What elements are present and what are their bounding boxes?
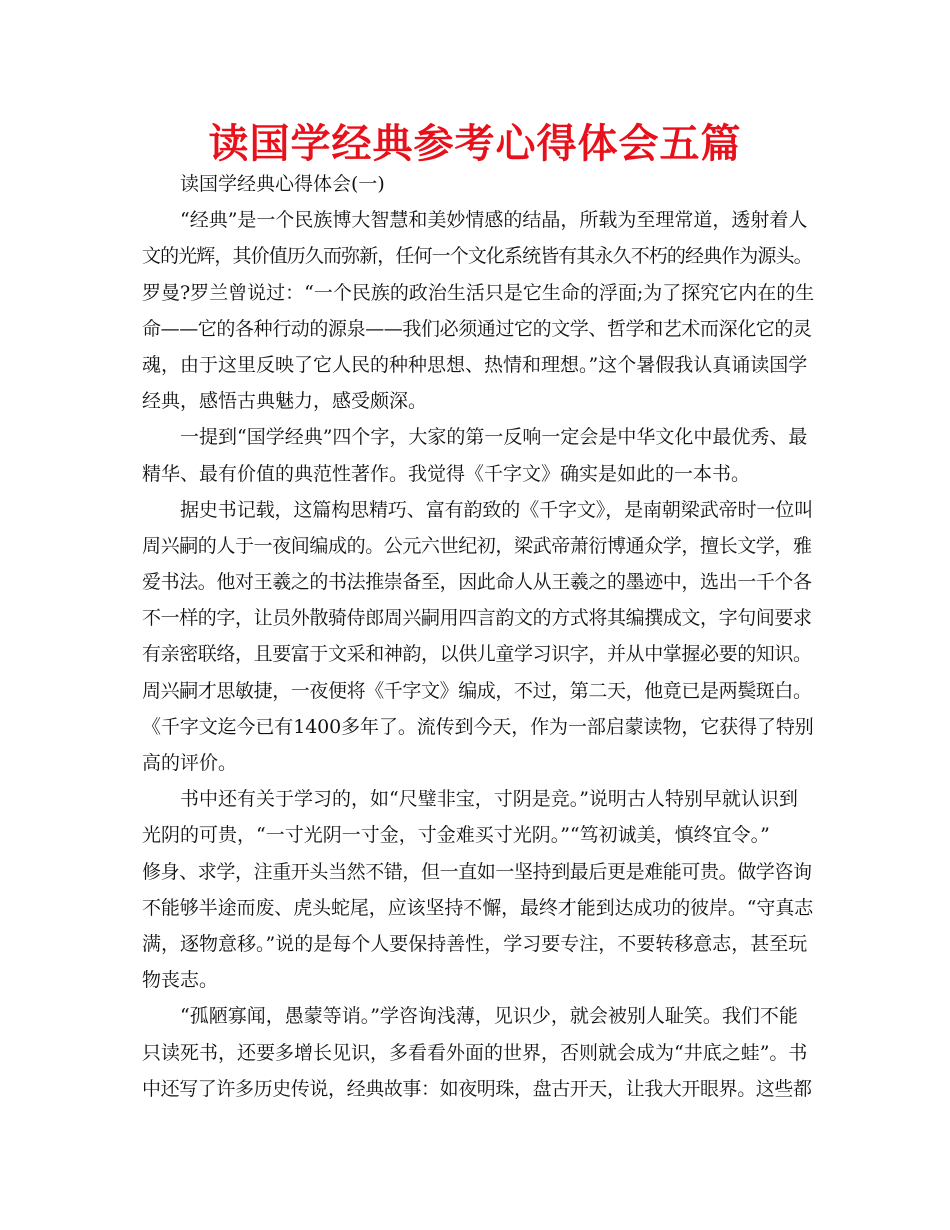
paragraph-line: 只读死书，还要多增长见识，多看看外面的世界，否则就会成为“井底之蛙”。书 (142, 1041, 808, 1064)
paragraph-line: 命——它的各种行动的源泉——我们必须通过它的文学、哲学和艺术而深化它的灵 (142, 317, 812, 340)
paragraph-line: 物丧志。 (142, 969, 219, 992)
paragraph-line: 光阴的可贵，“一寸光阴一寸金，寸金难买寸光阴。”“笃初诚美，慎终宜令。” (142, 824, 770, 847)
paragraph-line: 高的评价。 (142, 752, 238, 774)
paragraph-line: 魂，由于这里反映了它人民的种种思想、热情和理想。”这个暑假我认真诵读国学 (142, 353, 808, 376)
paragraph-line: 爱书法。他对王羲之的书法推崇备至，因此命人从王羲之的墨迹中，选出一千个各 (142, 571, 812, 594)
paragraph-line: “孤陋寡闻，愚蒙等诮。”学咨询浅薄，见识少，就会被别人耻笑。我们不能 (180, 1005, 798, 1028)
paragraph-line: 不能够半途而废、虎头蛇尾，应该坚持不懈，最终才能到达成功的彼岸。“守真志 (142, 896, 814, 919)
paragraph-line: 精华、最有价值的典范性著作。我觉得《千字文》确实是如此的一本书。 (142, 462, 751, 485)
paragraph-line: 一提到“国学经典”四个字，大家的第一反响一定会是中华文化中最优秀、最 (180, 426, 808, 449)
paragraph-line: 周兴嗣的人于一夜间编成的。公元六世纪初，梁武帝萧衍博通众学，擅长文学，雅 (142, 534, 812, 557)
paragraph-line: 经典，感悟古典魅力，感受颇深。 (142, 390, 428, 413)
paragraph-line: 罗曼?罗兰曾说过：“一个民族的政治生活只是它生命的浮面;为了探究它内在的生 (142, 281, 814, 304)
paragraph-line: 有亲密联络，且要富于文采和神韵，以供儿童学习识字，并从中掌握必要的知识。 (142, 643, 812, 666)
paragraph-line: 据史书记载，这篇构思精巧、富有韵致的《千字文》，是南朝梁武帝时一位叫 (180, 498, 814, 521)
paragraph-line: 满，逐物意移。”说的是每个人要保持善性，学习要专注，不要转移意志，甚至玩 (142, 932, 808, 955)
paragraph-line: 《千字文迄今已有1400多年了。流传到今天，作为一部启蒙读物，它获得了特别 (142, 715, 814, 738)
section-heading: 读国学经典心得体会(一) (180, 173, 385, 195)
paragraph-line: 书中还有关于学习的，如“尺璧非宝，寸阴是竞。”说明古人特别早就认识到 (180, 788, 798, 811)
document-body (142, 166, 814, 1107)
paragraph-line: “经典”是一个民族博大智慧和美妙情感的结晶，所载为至理常道，透射着人 (180, 209, 808, 232)
paragraph-line: 修身、求学，注重开头当然不错，但一直如一坚持到最后更是难能可贵。做学咨询 (142, 860, 812, 883)
paragraph-line: 文的光辉，其价值历久而弥新，任何一个文化系统皆有其永久不朽的经典作为源头。 (142, 245, 812, 268)
paragraph-line: 中还写了许多历史传说，经典故事：如夜明珠，盘古开天，让我大开眼界。这些都 (142, 1077, 812, 1100)
paragraph-line: 周兴嗣才思敏捷，一夜便将《千字文》编成，不过，第二天，他竟已是两鬓斑白。 (142, 679, 812, 702)
document-title: 读国学经典参考心得体会五篇 (208, 121, 742, 167)
paragraph-line: 不一样的字，让员外散骑侍郎周兴嗣用四言韵文的方式将其编撰成文，字句间要求 (142, 607, 812, 630)
